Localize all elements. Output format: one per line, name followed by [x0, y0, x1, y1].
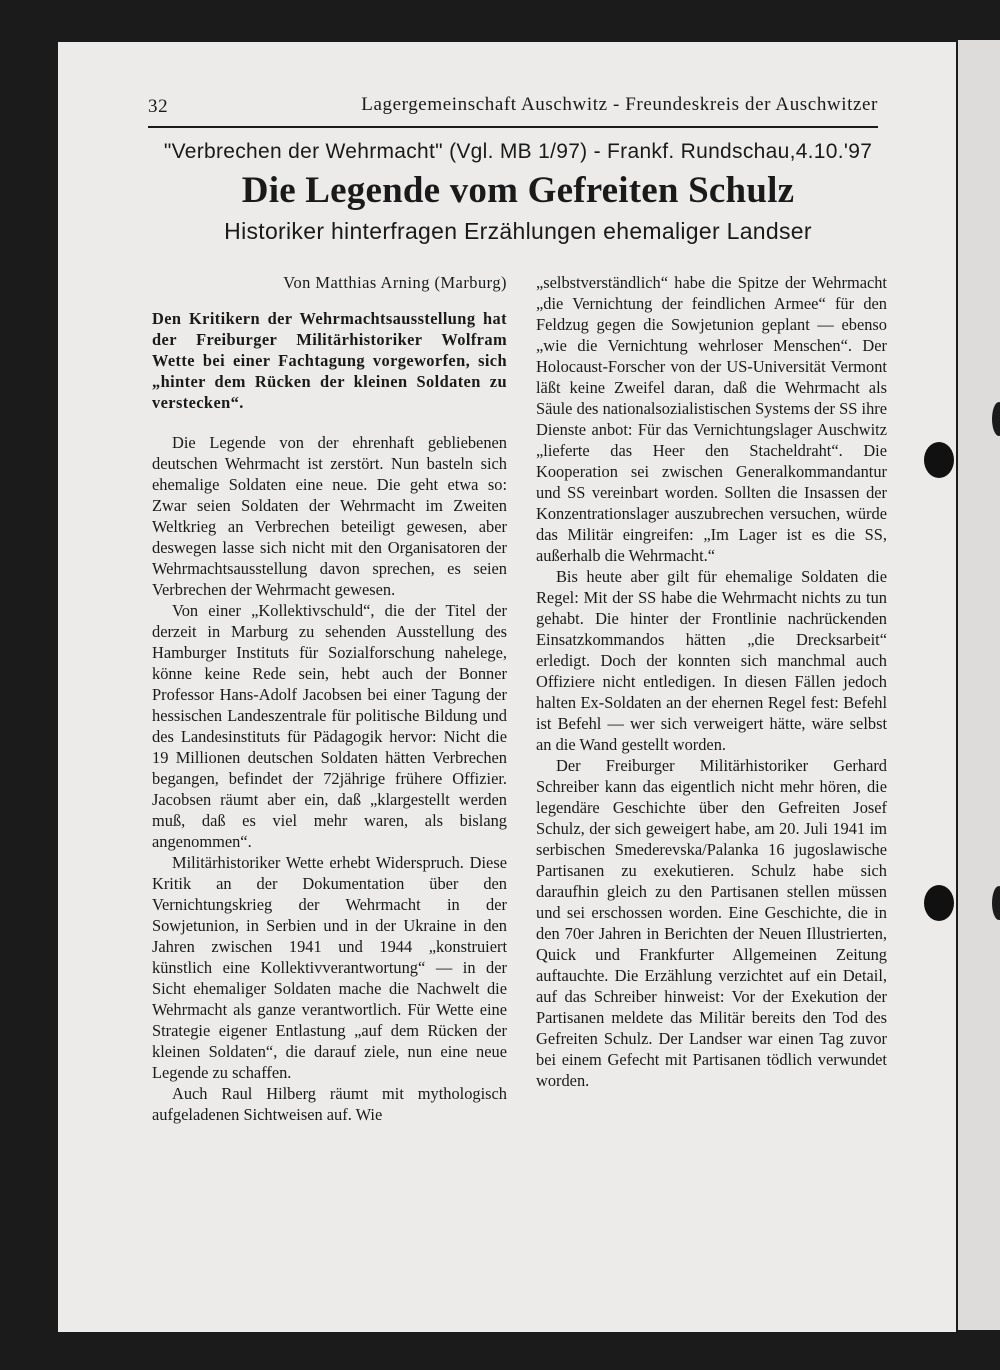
body-paragraph: Der Freiburger Militärhistoriker Gerhard Schreiber kann das eigentlich nicht mehr hören, die legendäre Geschichte über den Gefreiten Josef Schulz, der sich geweigert habe, am 20. Juli 1941 im serbischen Smederevska/Palanka 16 jugoslawische Partisanen zu exekutieren. Schulz habe sich daraufhin gleich zu den Partisanen stellen müssen und sei erschossen worden. Eine Geschichte, die in den 70er Jahren in Berichten der Neuen Illustrierten, Quick und Frankfurter Allgemeinen Zeitung auftauchte. Die Erzählung verzichtet auf ein Detail, auf das Schreiber hinweist: Vor der Exekution der Partisanen meldete das Militär bereits den Tod des Gefreiten Schulz. Der Landser war einen Tag zuvor bei einem Gefecht mit Partisanen tödlich verwundet worden. — [536, 756, 887, 1090]
headline: Die Legende vom Gefreiten Schulz — [241, 170, 795, 211]
body-paragraph: Bis heute aber gilt für ehemalige Soldaten die Regel: Mit der SS habe die Wehrmacht nichts zu tun gehabt. Die hinter der Frontlinie nachrückenden Einsatzkommandos hätten „die Drecksarbeit“ erledigt. Doch der konnten sich manchmal auch Offiziere nicht entledigen. In diesen Fällen jedoch halten Ex-Soldaten an der ehernen Regel fest: Befehl ist Befehl — wer sich verweigert hätte, wäre selbst an die Wand gestellt worden. — [536, 567, 887, 754]
adjacent-page-edge — [958, 40, 1000, 1330]
publication-title: Lagergemeinschaft Auschwitz - Freundeskreis der Auschwitzer — [361, 94, 878, 115]
body-paragraph: Auch Raul Hilberg räumt mit mythologisch aufgeladenen Sichtweisen auf. Wie — [152, 1084, 507, 1124]
page-number: 32 — [148, 96, 169, 117]
punch-hole — [992, 402, 1000, 436]
right-column — [536, 272, 887, 1091]
punch-hole — [992, 886, 1000, 920]
document-page — [58, 42, 956, 1332]
lead-paragraph: Den Kritikern der Wehrmachtsausstellung hat der Freiburger Militärhistoriker Wolfram Wette bei einer Fachtagung vorgeworfen, sich „hinter dem Rücken der kleinen Soldaten zu verstecken“. — [152, 309, 507, 412]
body-paragraph: „selbstverständlich“ habe die Spitze der Wehrmacht „die Vernichtung der feindlichen Armee“ für den Feldzug gegen die Sowjetunion geplant — ebenso „wie die Vernichtung wehrloser Menschen“. Der Holocaust-Forscher von der US-Universität Vermont läßt keine Zweifel daran, daß die Wehrmacht als Säule des nationalsozialistischen Systems der SS ihre Dienste anbot: Für das Vernichtungslager Auschwitz „lieferte das Heer den Stacheldraht“. Die Kooperation sei zwischen Generalkommandantur und SS vereinbart worden. Sollten die Insassen der Konzentrationslager auszubrechen versuchen, würde das Militär eingreifen: „Im Lager ist es die SS, außerhalb die Wehrmacht.“ — [536, 273, 887, 565]
punch-hole — [924, 442, 954, 478]
running-header — [148, 90, 878, 128]
subheadline: Historiker hinterfragen Erzählungen ehemaliger Landser — [224, 218, 812, 244]
body-paragraph: Militärhistoriker Wette erhebt Widerspruch. Diese Kritik an der Dokumentation über den Vernichtungskrieg der Wehrmacht in der Sowjetunion, in Serbien und in der Ukraine in den Jahren zwischen 1941 und 1944 „konstruiert künstlich eine Kollektivverantwortung“ — in der Sicht ehemaliger Soldaten mache die Nachwelt die Wehrmacht als ganze verantwortlich. Für Wette eine Strategie eigener Entlastung „auf dem Rücken der kleinen Soldaten“, die darauf ziele, nun eine neue Legende zu schaffen. — [152, 853, 507, 1082]
left-column — [152, 272, 507, 1125]
body-paragraph: Die Legende von der ehrenhaft gebliebenen deutschen Wehrmacht ist zerstört. Nun basteln sich ehemalige Soldaten eine neue. Die geht etwa so: Zwar seien Soldaten der Wehrmacht im Zweiten Weltkrieg an Verbrechen beteiligt gewesen, aber deswegen lasse sich nicht mit den Organisatoren der Wehrmachtsausstellung davon sprechen, es seien Verbrechen der Wehrmacht gewesen. — [152, 433, 507, 599]
punch-hole — [924, 885, 954, 921]
source-line: "Verbrechen der Wehrmacht" (Vgl. MB 1/97) - Frankf. Rundschau,4.10.'97 — [163, 140, 873, 163]
body-paragraph: Von einer „Kollektivschuld“, die der Titel der derzeit in Marburg zu sehenden Ausstellung des Hamburger Instituts für Sozialforschung nahelege, könne keine Rede sein, hebt auch der Bonner Professor Hans-Adolf Jacobsen bei einer Tagung der hessischen Landeszentrale für politische Bildung und des Landesinstituts für Pädagogik hervor: Nicht die 19 Millionen deutschen Soldaten hätten Verbrechen begangen, befindet der 72jährige frühere Offizier. Jacobsen räumt aber ein, daß „klargestellt werden muß, daß es viel mehr waren, als bislang angenommen“. — [152, 601, 507, 851]
byline: Von Matthias Arning (Marburg) — [283, 273, 507, 292]
